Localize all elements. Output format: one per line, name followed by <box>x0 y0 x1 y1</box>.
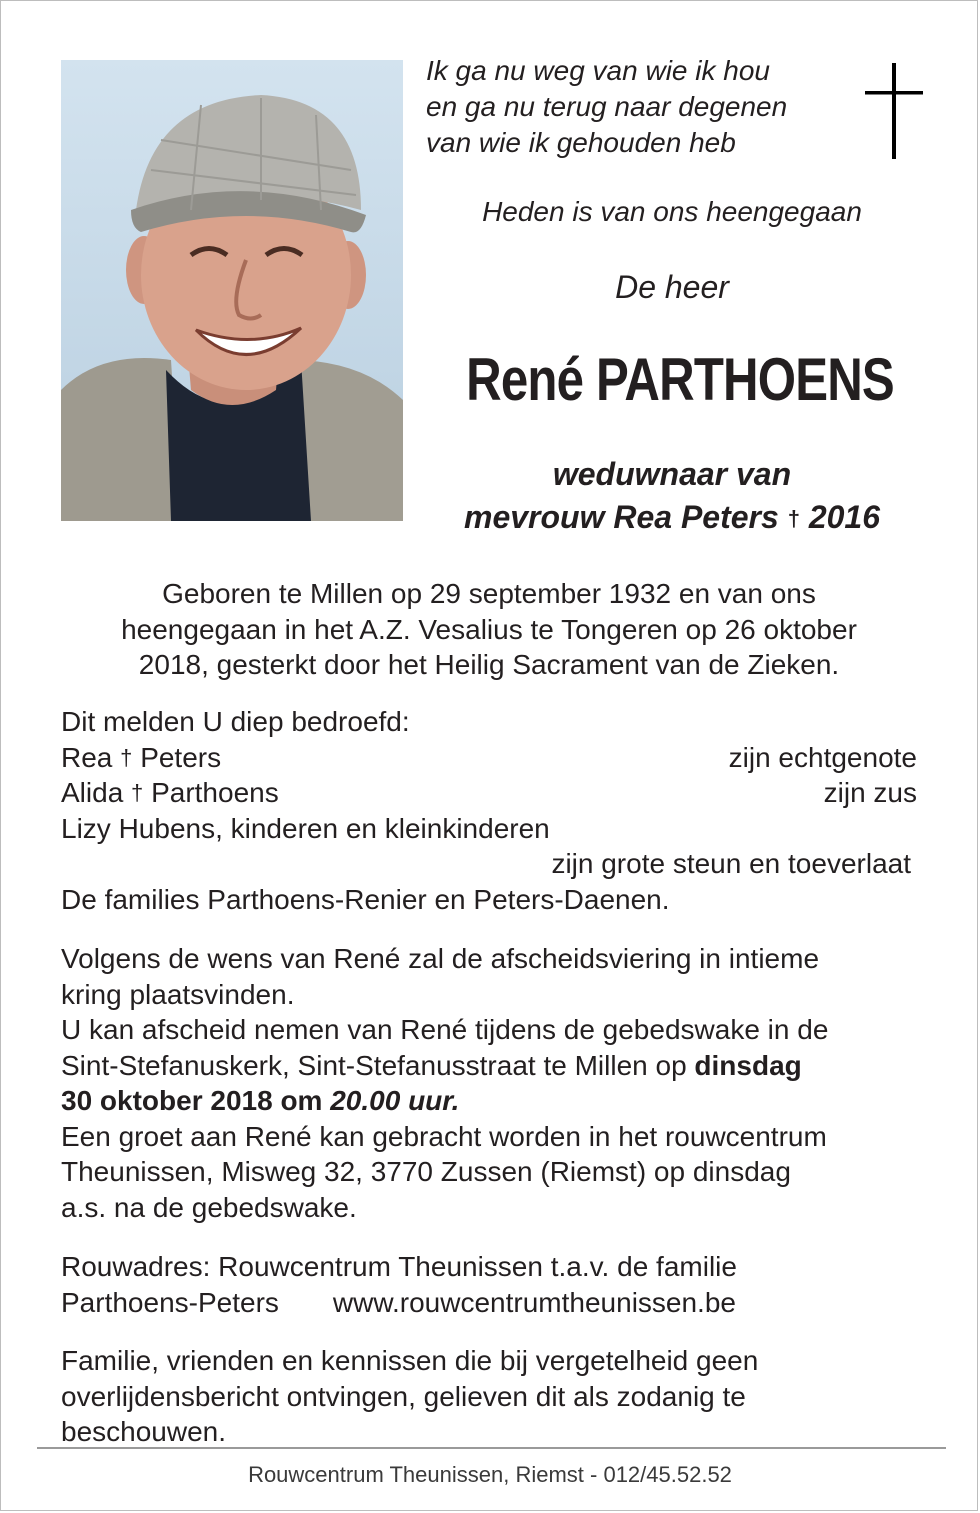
notice-line: Familie, vrienden en kennissen die bij vergetelheid geen <box>61 1345 759 1376</box>
ceremony-location: Sint-Stefanuskerk, Sint-Stefanusstraat te Millen op <box>61 1049 687 1081</box>
relative-first-name: Rea <box>61 741 113 773</box>
ceremony-line: a.s. na de gebedswake. <box>61 1191 357 1223</box>
poem-line: van wie ik gehouden heb <box>426 127 736 158</box>
spouse-name: mevrouw Rea Peters <box>463 499 779 535</box>
address-family: Parthoens-Peters <box>61 1286 279 1318</box>
poem <box>426 53 856 161</box>
ceremony-time: 20.00 uur. <box>330 1085 460 1116</box>
ceremony-day: dinsdag <box>694 1049 802 1081</box>
birth-line: 2018, gesterkt door het Heilig Sacrament van de Zieken. <box>138 649 840 680</box>
birth-paragraph <box>59 576 919 683</box>
families-line: De families Parthoens-Renier en Peters-Daenen. <box>61 883 670 915</box>
relative-row <box>61 740 917 776</box>
poem-line: en ga nu terug naar degenen <box>426 91 788 122</box>
ceremony-line: Volgens de wens van René zal de afscheidsviering in intieme <box>61 943 820 974</box>
relative-name <box>61 740 221 776</box>
relative-relation: zijn echtgenote <box>728 741 917 773</box>
ceremony-date: 30 oktober 2018 om <box>61 1085 323 1116</box>
widower-line: weduwnaar van <box>552 456 792 492</box>
address-line <box>61 1285 917 1321</box>
cross-icon <box>865 63 925 161</box>
ceremony-line: kring plaatsvinden. <box>61 978 295 1010</box>
address-line: Rouwadres: Rouwcentrum Theunissen t.a.v. de familie <box>61 1251 737 1282</box>
small-cross-icon: † <box>787 506 800 531</box>
footer: Rouwcentrum Theunissen, Riemst - 012/45.52.52 <box>248 1462 732 1487</box>
website-link[interactable]: www.rouwcentrumtheunissen.be <box>332 1286 736 1318</box>
small-cross-icon: † <box>131 780 144 805</box>
announcement <box>61 704 917 917</box>
lizy-relation: zijn grote steun en toeverlaat <box>551 848 911 879</box>
notice-line: beschouwen. <box>61 1416 227 1447</box>
birth-line: heengegaan in het A.Z. Vesalius te Tongeren op 26 oktober <box>121 613 857 645</box>
passed-away-line: Heden is van ons heengegaan <box>482 196 862 227</box>
relative-first-name: Alida <box>61 777 124 808</box>
notice-line: overlijdensbericht ontvingen, gelieven dit als zodanig te <box>61 1380 746 1412</box>
ceremony-line: Een groet aan René kan gebracht worden in het rouwcentrum <box>61 1120 827 1152</box>
ceremony-line <box>61 1083 917 1119</box>
lizy-line: Lizy Hubens, kinderen en kleinkinderen <box>61 812 550 844</box>
portrait-photo <box>61 60 403 521</box>
portrait-illustration <box>61 60 403 521</box>
ceremony-line: Theunissen, Misweg 32, 3770 Zussen (Riemst) op dinsdag <box>61 1156 791 1187</box>
spouse-line <box>421 496 923 540</box>
poem-line: Ik ga nu weg van wie ik hou <box>426 55 770 86</box>
relative-relation: zijn zus <box>823 777 917 808</box>
relative-name <box>61 775 279 811</box>
honorific: De heer <box>615 269 729 305</box>
notice-paragraph <box>61 1343 917 1450</box>
ceremony-line <box>61 1048 917 1084</box>
relative-row <box>61 775 917 811</box>
deceased-name: René PARTHOENS <box>466 346 894 413</box>
ceremony-paragraph <box>61 941 917 1225</box>
spouse-death-year: 2016 <box>808 499 881 535</box>
ceremony-line: U kan afscheid nemen van René tijdens de gebedswake in de <box>61 1014 829 1045</box>
footer-divider <box>37 1447 946 1449</box>
birth-line: Geboren te Millen op 29 september 1932 en van ons <box>162 578 816 609</box>
announcement-intro: Dit melden U diep bedroefd: <box>61 706 410 737</box>
small-cross-icon: † <box>120 744 133 770</box>
relative-last-name: Parthoens <box>151 777 279 808</box>
mourning-address <box>61 1249 917 1320</box>
relative-last-name: Peters <box>140 741 222 773</box>
